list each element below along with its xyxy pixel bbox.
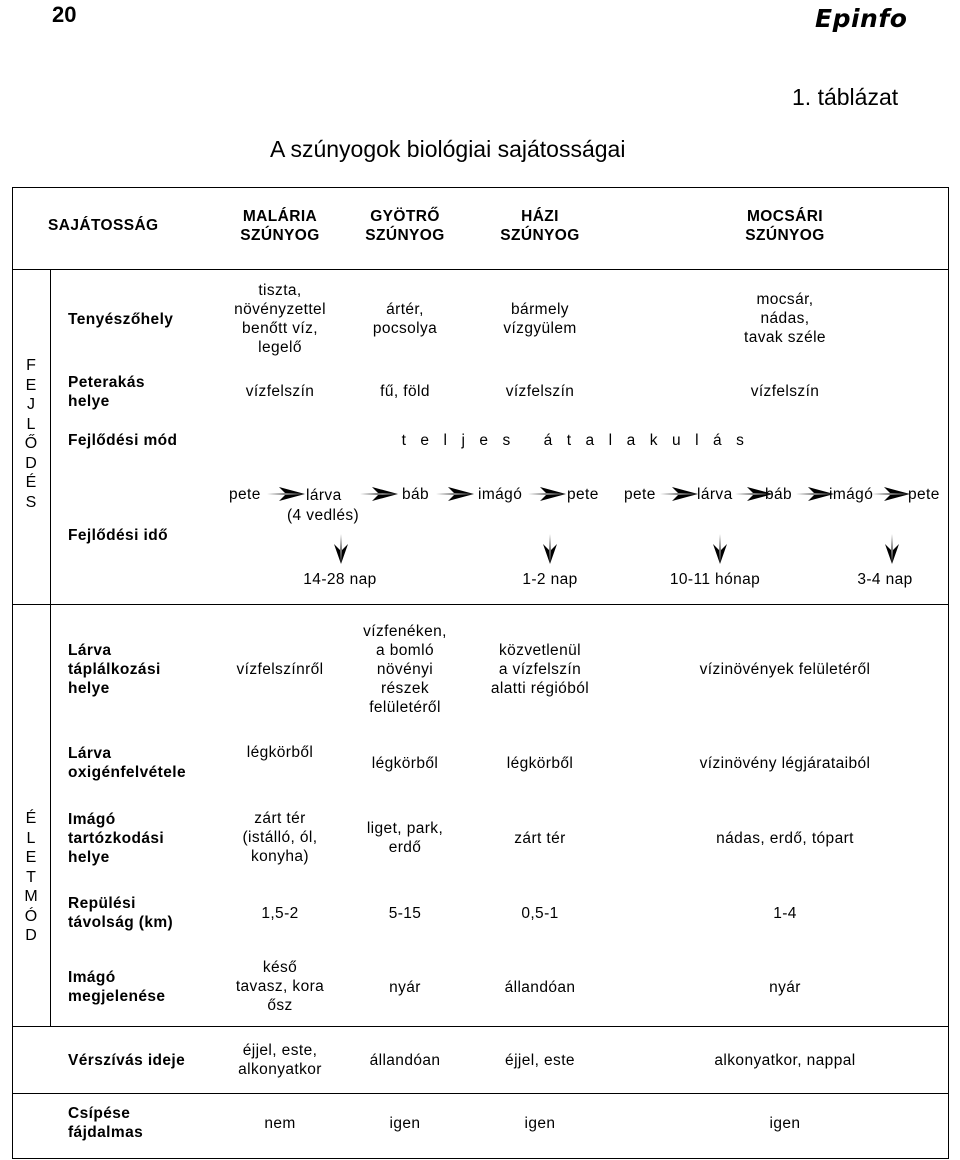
row-label-peterakas: Peterakás helye	[68, 374, 145, 410]
arrow-right-icon	[872, 487, 910, 501]
table-left-border	[12, 187, 13, 1159]
arrow-down-icon	[713, 534, 727, 564]
row-label-verszivas: Vérszívás ideje	[68, 1052, 186, 1069]
fejlodes-bottom-border	[12, 604, 948, 605]
cell-tenyeszohely-malaria: tiszta, növényzettel benőtt víz, legelő	[234, 282, 326, 356]
duration-larva: 14-28 nap	[303, 571, 377, 588]
cell-verszivas-gyotro: állandóan	[369, 1052, 441, 1069]
chain-left-larva: lárva	[306, 487, 342, 504]
cell-larva-oxigen-gyotro: légkörből	[371, 755, 439, 772]
row-label-tenyeszohely: Tenyészőhely	[68, 311, 174, 328]
page-title: A szúnyogok biológiai sajátosságai	[270, 136, 626, 162]
cell-larva-oxigen-mocsari: vízinövény légjárataiból	[699, 755, 871, 772]
cell-verszivas-hazi: éjjel, este	[505, 1052, 575, 1069]
cell-tenyeszohely-hazi: bármely vízgyülem	[503, 301, 577, 337]
cell-verszivas-mocsari: alkonyatkor, nappal	[714, 1052, 856, 1069]
chain-right-pete: pete	[624, 486, 656, 503]
cell-tenyeszohely-mocsari: mocsár, nádas, tavak széle	[744, 291, 826, 346]
cell-larva-taplalkozas-malaria: vízfelszínről	[236, 661, 324, 678]
chain-left-pete-end: pete	[567, 486, 599, 503]
cell-larva-taplalkozas-mocsari: vízinövények felületéről	[699, 661, 871, 678]
epinfo-logo: Epinfo	[815, 4, 908, 33]
header-hazi: HÁZI SZÚNYOG	[500, 208, 580, 244]
chain-right-bab: báb	[765, 486, 793, 503]
chain-left-bab: báb	[402, 486, 430, 503]
table-number: 1. táblázat	[792, 84, 899, 110]
chain-left-imago: imágó	[478, 486, 523, 503]
arrow-right-icon	[735, 487, 773, 501]
cell-larva-taplalkozas-gyotro: vízfenéken, a bomló növényi részek felületéről	[363, 623, 447, 716]
duration-pete: 3-4 nap	[857, 571, 913, 588]
arrow-down-icon	[543, 534, 557, 564]
side-column-border	[50, 269, 51, 1027]
chain-left-note: (4 vedlés)	[287, 507, 360, 524]
duration-bab: 1-2 nap	[522, 571, 578, 588]
arrow-right-icon	[436, 487, 474, 501]
cell-imago-tartozkodas-mocsari: nádas, erdő, tópart	[716, 830, 854, 847]
arrow-down-icon	[334, 534, 348, 564]
cell-peterakas-gyotro: fű, föld	[380, 383, 430, 400]
header-malaria: MALÁRIA SZÚNYOG	[240, 208, 320, 244]
cell-csipes-malaria: nem	[264, 1115, 296, 1132]
arrow-right-icon	[267, 487, 305, 501]
page-number: 20	[52, 2, 77, 27]
cell-larva-oxigen-hazi: légkörből	[506, 755, 574, 772]
row-label-imago-tartozkodas: Imágó tartózkodási helye	[68, 811, 165, 866]
cell-imago-megjelenes-gyotro: nyár	[389, 979, 421, 996]
table-top-border	[12, 187, 948, 188]
cell-csipes-mocsari: igen	[769, 1115, 801, 1132]
header-bottom-border	[12, 269, 948, 270]
chain-right-larva: lárva	[697, 486, 733, 503]
cell-larva-taplalkozas-hazi: közvetlenül a vízfelszín alatti régióból	[490, 642, 590, 697]
cell-repulesi-tavolsag-malaria: 1,5-2	[261, 905, 299, 922]
cell-imago-tartozkodas-malaria: zárt tér (istálló, ól, konyha)	[242, 810, 318, 865]
cell-verszivas-malaria: éjjel, este, alkonyatkor	[238, 1042, 322, 1078]
duration-imago: 10-11 hónap	[669, 571, 761, 588]
cell-imago-megjelenes-hazi: állandóan	[504, 979, 576, 996]
cell-csipes-gyotro: igen	[389, 1115, 421, 1132]
cell-peterakas-hazi: vízfelszín	[505, 383, 575, 400]
arrow-right-icon	[360, 487, 398, 501]
row-label-larva-oxigen: Lárva oxigénfelvétele	[68, 745, 186, 781]
chain-right-imago: imágó	[829, 486, 874, 503]
arrow-right-icon	[660, 487, 698, 501]
arrow-down-icon	[885, 534, 899, 564]
cell-repulesi-tavolsag-mocsari: 1-4	[773, 905, 797, 922]
cell-tenyeszohely-gyotro: ártér, pocsolya	[372, 301, 438, 337]
side-label-fejlodes: F E J L Ő D É S	[24, 357, 38, 511]
header-sajatossag: SAJÁTOSSÁG	[48, 217, 159, 234]
header-mocsari: MOCSÁRI SZÚNYOG	[745, 208, 825, 244]
cell-peterakas-malaria: vízfelszín	[245, 383, 315, 400]
cell-peterakas-mocsari: vízfelszín	[750, 383, 820, 400]
table-bottom-border	[12, 1158, 948, 1159]
cell-imago-megjelenes-malaria: késő tavasz, kora ősz	[235, 959, 325, 1014]
arrow-right-icon	[528, 487, 566, 501]
arrow-right-icon	[796, 487, 834, 501]
cell-repulesi-tavolsag-gyotro: 5-15	[388, 905, 422, 922]
cell-imago-megjelenes-mocsari: nyár	[769, 979, 801, 996]
row-label-fejlodesi-ido: Fejlődési idő	[68, 527, 168, 544]
cell-imago-tartozkodas-gyotro: liget, park, erdő	[366, 820, 444, 856]
row-label-csipes: Csípése fájdalmas	[68, 1105, 144, 1141]
cell-repulesi-tavolsag-hazi: 0,5-1	[521, 905, 559, 922]
cell-larva-oxigen-malaria: légkörből	[246, 744, 314, 761]
cell-fejlodesi-mod-value: teljes átalakulás	[401, 432, 759, 449]
row-label-fejlodesi-mod: Fejlődési mód	[68, 432, 178, 449]
table-right-border	[948, 187, 949, 1159]
chain-right-pete-end: pete	[908, 486, 940, 503]
chain-left-pete: pete	[229, 486, 261, 503]
header-gyotro: GYÖTRŐ SZÚNYOG	[365, 208, 445, 244]
row-label-larva-taplalkozas: Lárva táplálkozási helye	[68, 642, 161, 697]
eletmod-bottom-border	[12, 1026, 948, 1027]
side-label-eletmod: É L E T M Ó D	[24, 810, 38, 944]
verszivas-bottom-border	[12, 1093, 948, 1094]
row-label-repulesi-tavolsag: Repülési távolság (km)	[68, 895, 174, 931]
row-label-imago-megjelenes: Imágó megjelenése	[68, 969, 166, 1005]
cell-csipes-hazi: igen	[524, 1115, 556, 1132]
cell-imago-tartozkodas-hazi: zárt tér	[514, 830, 566, 847]
